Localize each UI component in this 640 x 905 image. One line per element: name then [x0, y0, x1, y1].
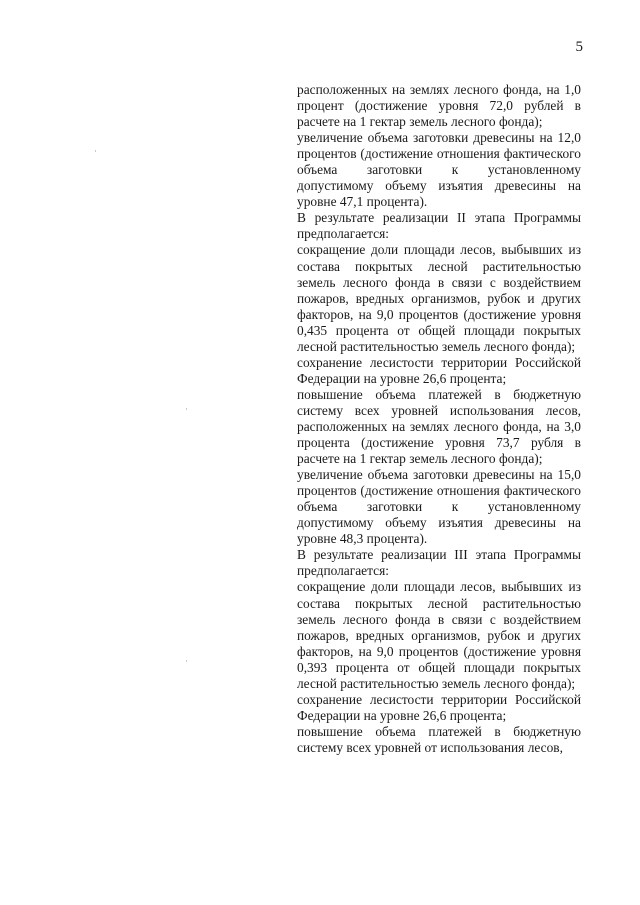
paragraph: повышение объема платежей в бюджетную систему всех уровней от использования лесов,: [297, 723, 581, 755]
paragraph: расположенных на землях лесного фонда, на 1,0 процент (достижение уровня 72,0 рублей в расчете на 1 гектар земель лесного фонда);: [297, 82, 581, 130]
paragraph: сохранение лесистости территории Российской Федерации на уровне 26,6 процента;: [297, 354, 581, 386]
scan-speck: [186, 660, 187, 662]
page-number: 5: [575, 39, 583, 55]
paragraph: увеличение объема заготовки древесины на 15,0 процентов (достижение отношения фактического объема заготовки к установленному допустимому объему изъятия древесины на уровне 48,3 процента).: [297, 467, 581, 547]
text-column: [297, 82, 581, 756]
paragraph: сохранение лесистости территории Российской Федерации на уровне 26,6 процента;: [297, 691, 581, 723]
paragraph: увеличение объема заготовки древесины на 12,0 процентов (достижение отношения фактического объема заготовки к установленному допустимому объему изъятия древесины на уровне 47,1 процента).: [297, 130, 581, 210]
paragraph: повышение объема платежей в бюджетную систему всех уровней использования лесов, расположенных на землях лесного фонда, на 3,0 процента (достижение уровня 73,7 рубля в расчете на 1 гектар земель лесного фонда);: [297, 386, 581, 467]
paragraph: сокращение доли площади лесов, выбывших из состава покрытых лесной растительностью земель лесного фонда в связи с воздействием пожаров, вредных организмов, рубок и других факторов, на 9,0 процентов (достижение уровня 0,393 процента от общей площади покрытых лесной растительностью земель лесного фонда);: [297, 579, 581, 691]
paragraph: В результате реализации III этапа Программы предполагается:: [297, 547, 581, 579]
paragraph: В результате реализации II этапа Программы предполагается:: [297, 210, 581, 242]
paragraph: сокращение доли площади лесов, выбывших из состава покрытых лесной растительностью земель лесного фонда в связи с воздействием пожаров, вредных организмов, рубок и других факторов, на 9,0 процентов (достижение уровня 0,435 процента от общей площади покрытых лесной растительностью земель лесного фонда);: [297, 242, 581, 354]
scan-speck: [95, 150, 96, 152]
scan-speck: [186, 408, 187, 410]
